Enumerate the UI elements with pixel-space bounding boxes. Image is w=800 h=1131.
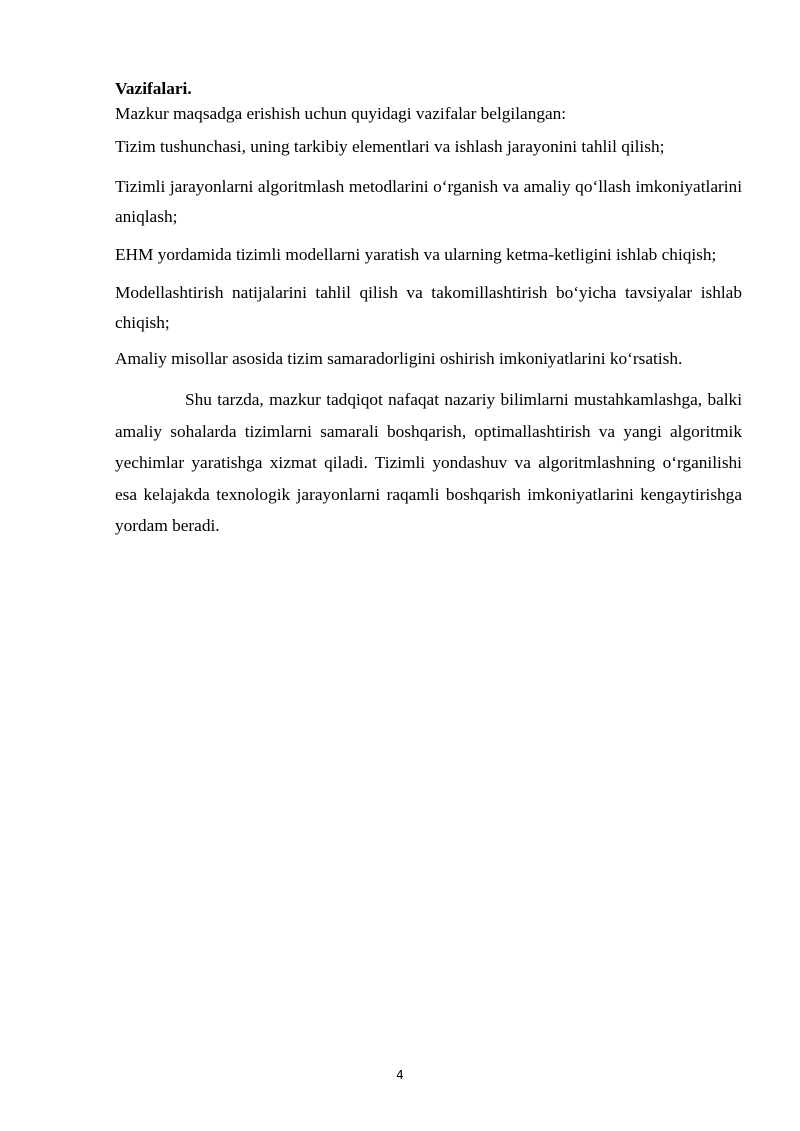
intro-paragraph: Mazkur maqsadga erishish uchun quyidagi vazifalar belgilangan: <box>115 104 567 123</box>
task-item-3: EHM yordamida tizimli modellarni yaratish va ularning ketma-ketligini ishlab chiqish; <box>115 245 717 264</box>
task-item-1: Tizim tushunchasi, uning tarkibiy elementlari va ishlash jarayonini tahlil qilish; <box>115 137 665 156</box>
page-number: 4 <box>396 1068 404 1082</box>
conclusion-paragraph: Shu tarzda, mazkur tadqiqot nafaqat nazariy bilimlarni mustahkamlashga, balki amaliy sohalarda tizimlarni samarali boshqarish, optimallashtirish va yangi algoritmik yechimlar yaratishga xizmat qiladi. Tizimli yondashuv va algoritmlashning o‘rganilishi esa kelajakda texnologik jarayonlarni raqamli boshqarish imkoniyatlarini kengaytirishga yordam beradi. <box>115 390 742 535</box>
task-item-5: Amaliy misollar asosida tizim samaradorligini oshirish imkoniyatlarini ko‘rsatish. <box>115 349 683 368</box>
task-item-2: Tizimli jarayonlarni algoritmlash metodlarini o‘rganish va amaliy qo‘llash imkoniyatlarini aniqlash; <box>115 177 742 226</box>
page-content <box>115 76 742 542</box>
task-item-4: Modellashtirish natijalarini tahlil qilish va takomillashtirish bo‘yicha tavsiyalar ishlab chiqish; <box>115 283 742 332</box>
section-heading: Vazifalari. <box>115 79 192 98</box>
